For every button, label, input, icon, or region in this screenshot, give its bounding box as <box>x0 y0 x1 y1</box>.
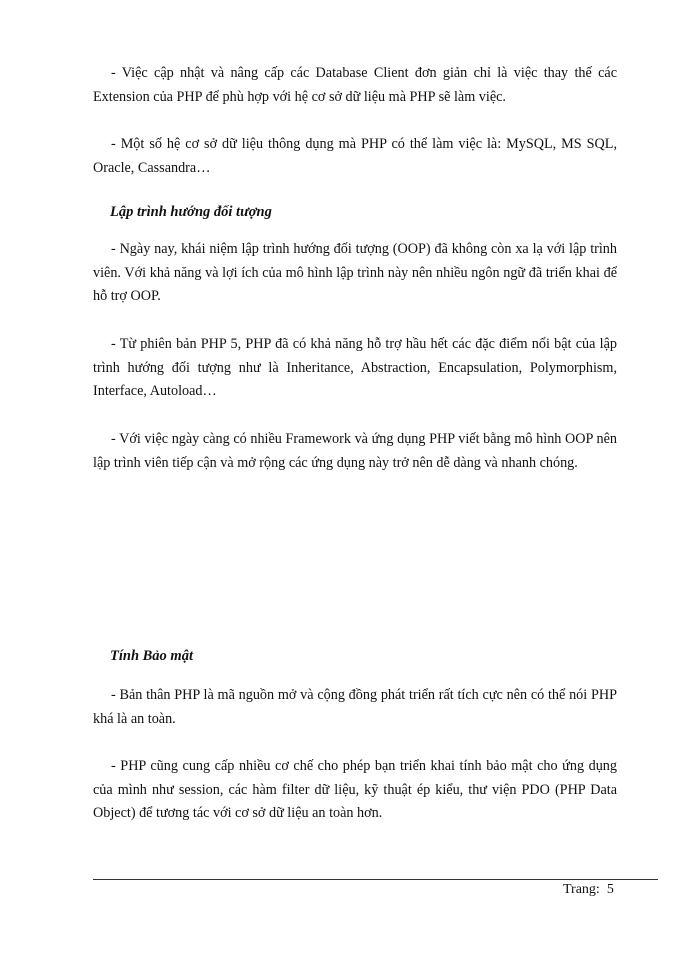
paragraph-oop-intro: - Ngày nay, khái niệm lập trình hướng đối tượng (OOP) đã không còn xa lạ với lập trình viên. Với khả năng và lợi ích của mô hình lập trình này nên nhiều ngôn ngữ đã triển khai để hỗ trợ OOP. <box>93 241 617 304</box>
heading-oop: Lập trình hướng đối tượng <box>110 204 272 220</box>
heading-security: Tính Bảo mật <box>110 648 193 664</box>
paragraph-oop-php5: - Từ phiên bản PHP 5, PHP đã có khả năng hỗ trợ hầu hết các đặc điểm nổi bật của lập trình hướng đối tượng như là Inheritance, Abstraction, Encapsulation, Polymorphism, Interface, Autoload… <box>93 336 617 399</box>
page-number: Trang: 5 <box>563 882 614 897</box>
paragraph-supported-databases: - Một số hệ cơ sở dữ liệu thông dụng mà PHP có thể làm việc là: MySQL, MS SQL, Oracle, Cassandra… <box>93 136 617 176</box>
paragraph-security-mechanisms: - PHP cũng cung cấp nhiều cơ chế cho phép bạn triển khai tính bảo mật cho ứng dụng của mình như session, các hàm filter dữ liệu, kỹ thuật ép kiểu, thư viện PDO (PHP Data Object) để tương tác với cơ sở dữ liệu an toàn hơn. <box>93 758 617 821</box>
paragraph-database-clients: - Việc cập nhật và nâng cấp các Database Client đơn giản chỉ là việc thay thế các Extension của PHP để phù hợp với hệ cơ sở dữ liệu mà PHP sẽ làm việc. <box>93 65 617 105</box>
paragraph-oop-frameworks: - Với việc ngày càng có nhiều Framework và ứng dụng PHP viết bằng mô hình OOP nên lập trình viên tiếp cận và mở rộng các ứng dụng này trở nên dễ dàng và nhanh chóng. <box>93 431 617 471</box>
paragraph-security-open-source: - Bản thân PHP là mã nguồn mở và cộng đồng phát triển rất tích cực nên có thể nói PHP khá là an toàn. <box>93 687 617 727</box>
